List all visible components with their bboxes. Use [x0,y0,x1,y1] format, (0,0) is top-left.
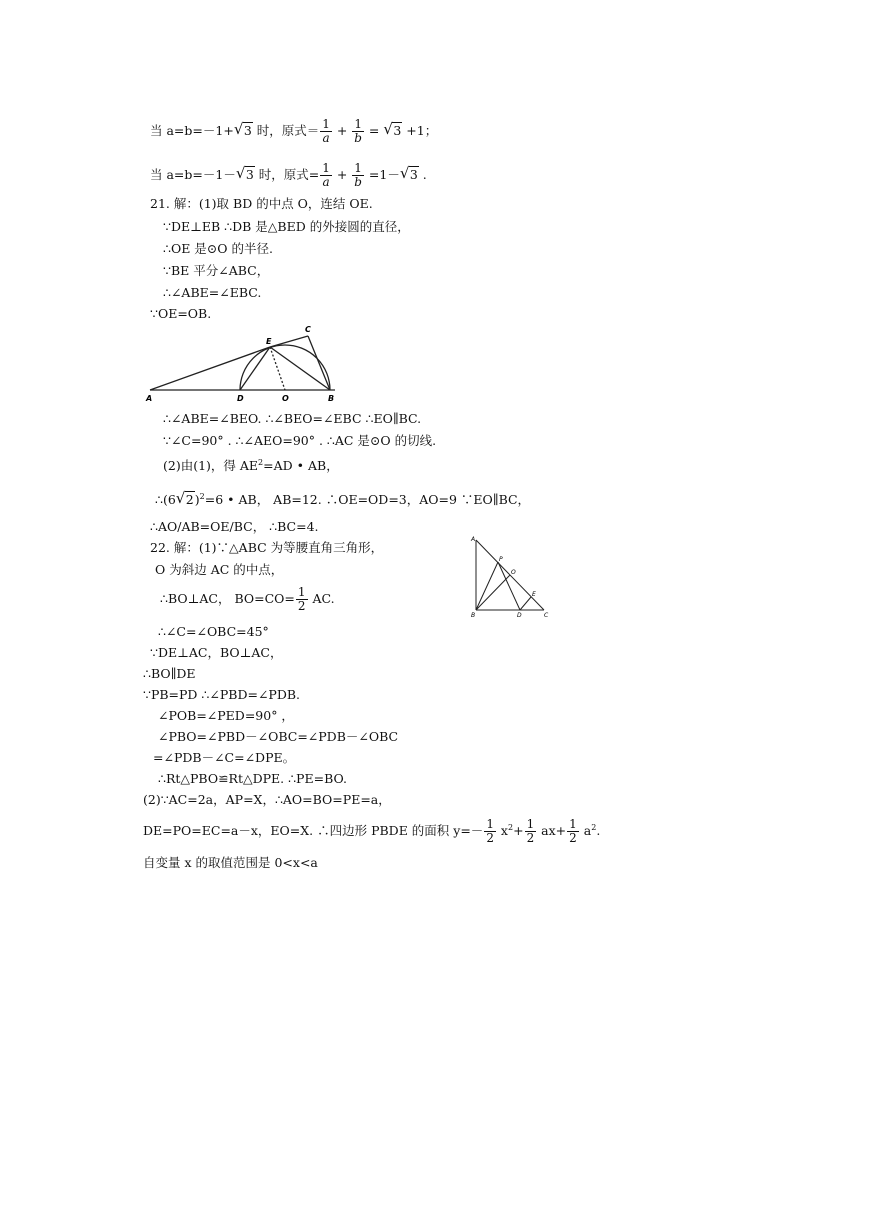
label-d: D [517,612,522,618]
text: =AD • AB， [263,458,339,474]
superscript: 2 [591,822,597,832]
text: x [496,823,508,838]
superscript: 2 [258,458,264,467]
text: + [332,123,352,138]
label-o: O [511,569,516,576]
segment-bp [476,562,498,610]
sqrt: √ 3 [383,120,402,138]
label-b: B [328,394,335,403]
line-1 [150,118,437,145]
sqrt: √ 3 [399,164,418,182]
fraction: $\frac{1}{a}$ [322,161,330,189]
text: . [418,167,427,182]
label-d: D [237,394,244,403]
line-27: 自变量 x 的取值范围是 0<x<a [143,855,318,870]
superscript: 2 [507,822,514,832]
sqrt: √ 2 [175,489,194,508]
figure-tangent-circle [140,322,360,404]
line-22: ∠PBO=∠PBD－∠OBC=∠PDB－∠OBC [158,729,399,744]
line-15: O 为斜边 AC 的中点， [155,562,284,577]
label-c: C [305,325,311,334]
label-e: E [532,591,536,598]
fraction: $\frac{1}{b}$ [354,161,362,189]
line-9: ∴∠ABE=∠BEO. ∴∠BEO=∠EBC ∴EO∥BC. [163,411,422,426]
sqrt: √ 3 [235,164,254,182]
text: ax+ [537,823,567,838]
text: a [579,823,592,838]
text: + [513,823,524,838]
text: = [364,123,384,138]
line-13: ∴AO/AB=OE/BC， ∴BC=4. [150,519,319,534]
segment-bo [476,575,510,610]
text: + [332,167,352,182]
line-5: ∴OE 是⊙O 的半径. [163,241,273,256]
sqrt: √ 3 [233,120,252,138]
line-3: 21. 解：(1)取 BD 的中点 O，连结 OE. [150,196,373,211]
line-23: =∠PDB－∠C=∠DPE。 [153,750,296,765]
line-17: ∴∠C=∠OBC=45° [158,624,269,639]
segment-ae [150,347,270,390]
line-18: ∵DE⊥AC，BO⊥AC， [150,645,283,660]
text: ∴(6 [155,492,176,508]
line-25: (2)∵AC=2a，AP=X，∴AO=BO=PE=a， [143,792,391,807]
text: ) [194,492,200,508]
line-24: ∴Rt△PBO≌Rt△DPE. ∴PE=BO. [158,771,347,786]
segment-eo [270,347,285,390]
line-7: ∴∠ABE=∠EBC. [163,285,262,300]
line-16 [160,586,335,613]
segment-de [520,597,531,610]
fraction: $\frac{1}{2}$ [526,817,535,845]
line-11 [163,455,339,474]
semicircle [240,345,330,390]
fraction: $\frac{1}{a}$ [322,117,330,145]
line-26 [143,818,600,845]
label-e: E [266,337,272,346]
label-b: B [471,612,476,618]
text: 当 a=b=－1－ [150,167,236,182]
line-14: 22. 解：(1)∵△ABC 为等腰直角三角形， [150,540,384,555]
line-4: ∵DE⊥EB ∴DB 是△BED 的外接圆的直径， [163,219,410,234]
label-a: A [471,536,476,543]
line-19: ∴BO∥DE [143,666,196,681]
line-8: ∵OE=OB. [150,306,212,321]
text: ∴BO⊥AC， BO=CO= [160,591,295,606]
label-o: O [282,394,289,403]
line-21: ∠POB=∠PED=90° ， [158,708,294,723]
text: 时，原式＝ [252,123,320,138]
text: . [596,823,601,838]
text: AC. [308,591,335,606]
text: DE=PO=EC=a－x，EO=X. ∴四边形 PBDE 的面积 y=－ [143,823,484,838]
text: 当 a=b=－1+ [150,123,234,138]
superscript: 2 [199,492,205,501]
line-10: ∵∠C=90° . ∴∠AEO=90° . ∴AC 是⊙O 的切线. [163,433,437,448]
line-6: ∵BE 平分∠ABC， [163,263,270,278]
label-p: P [499,556,503,563]
text: =1－ [364,167,400,182]
segment-pd [498,562,520,610]
fraction: $\frac{1}{2}$ [297,585,306,613]
line-2 [150,162,427,189]
fraction: $\frac{1}{2}$ [569,817,577,845]
text: +1； [402,123,438,138]
figure-right-triangle [468,536,554,618]
label-a: A [146,394,153,403]
line-12 [155,489,530,508]
label-c: C [544,612,549,618]
line-20: ∵PB=PD ∴∠PBD=∠PDB. [143,687,301,702]
text: (2)由(1)，得 AE [163,458,259,474]
fraction: $\frac{1}{2}$ [486,817,494,845]
segment-ed [240,347,270,390]
text: 时，原式= [254,167,320,182]
fraction: $\frac{1}{b}$ [354,117,362,145]
text: =6 • AB， AB=12. ∴OE=OD=3，AO=9 ∵EO∥BC， [204,492,531,508]
